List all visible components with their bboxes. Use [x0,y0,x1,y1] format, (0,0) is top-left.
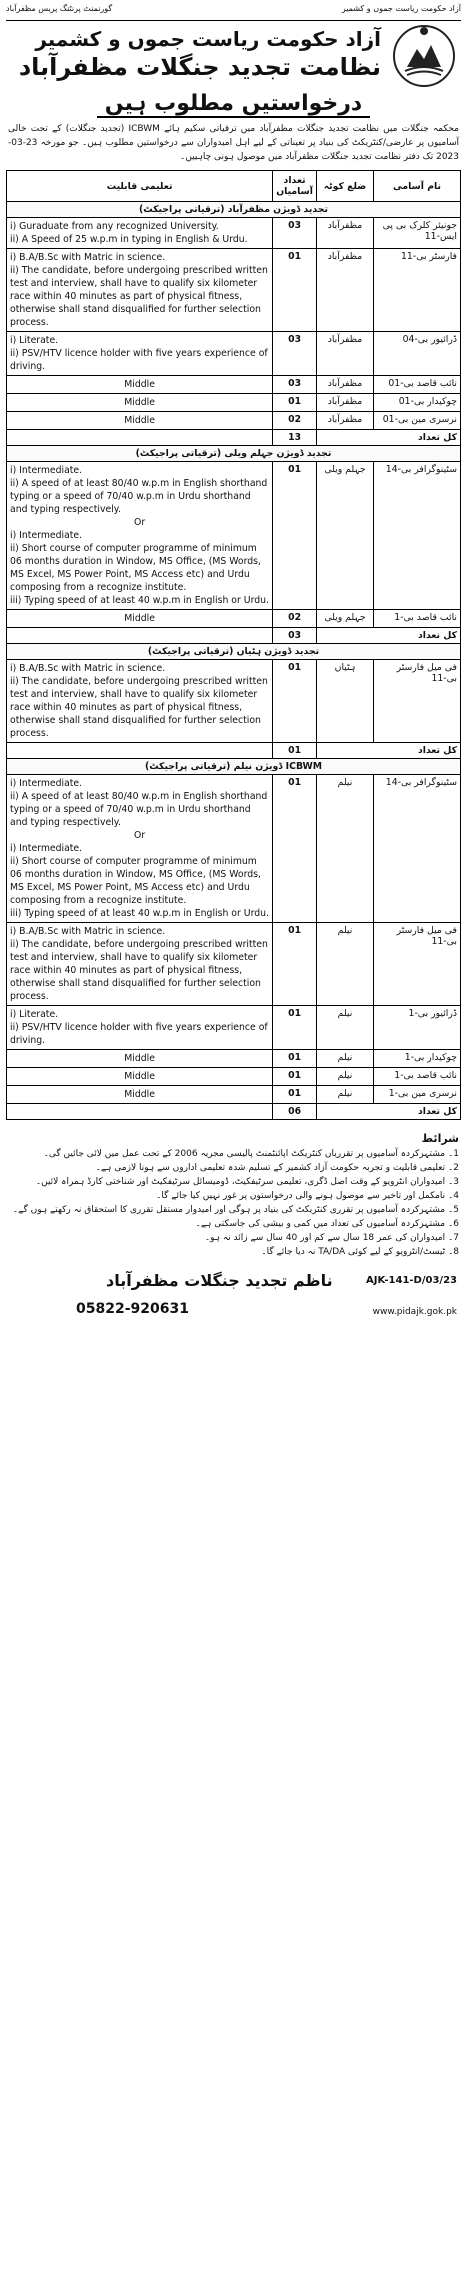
district-quota: جہلم ویلی [317,462,374,610]
district-quota: مظفرآباد [317,218,374,249]
table-row [7,610,461,628]
section-row [7,759,461,775]
post-name: نائب قاصد بی-01 [374,376,461,394]
qualification-line: i) Intermediate. [10,778,83,789]
qualification-text: Middle [124,1053,155,1064]
qualification-line: i) Intermediate. [10,465,83,476]
table-header-row [7,171,461,202]
qualification-line: ii) The candidate, before undergoing prescribed written test and interview, shall have to qualify six kilometer race within 40 minutes as part of physical fitness, otherwise shall stand disqualified for further selection process. [10,939,268,1002]
qualification-text: Middle [124,379,155,390]
total-row [7,430,461,446]
total-spacer [7,430,273,446]
posts-count: 01 [273,1006,317,1050]
qualification-line: i) Intermediate. [10,843,83,854]
phone-number: 05822-920631 [76,1301,189,1317]
qualification-cell [7,376,273,394]
table-row [7,394,461,412]
post-name: فی میل فارسٹر بی-11 [374,923,461,1006]
posts-count: 03 [273,332,317,376]
qualification-line: ii) A speed of at least 80/40 w.p.m in English shorthand typing or a speed of 70/40 w.p.m in Urdu shorthand and typing respectively. [10,791,268,828]
total-count: 06 [273,1104,317,1120]
district-quota: نیلم [317,775,374,923]
qualification-line: ii) A Speed of 25 w.p.m in typing in English & Urdu. [10,234,248,245]
qualification-cell [7,1050,273,1068]
website: www.pidajk.gok.pk [372,1307,457,1317]
col-post-name: نام آسامی [374,171,461,202]
district-quota: مظفرآباد [317,376,374,394]
qualification-cell [7,775,273,923]
table-row [7,775,461,923]
conditions-title: شرائط [421,1132,459,1145]
condition-item: 3۔ امیدواران انٹرویو کے وقت اصل ڈگری، تعلیمی سرٹیفکیٹ، ڈومیسائل سرٹیفکیٹ اور شناختی کارڈ ہمراہ لائیں۔ [35,1177,459,1187]
section-title: ICBWM ڈویژن نیلم (ترقیاتی پراجیکٹ) [7,759,461,775]
post-name: چوکیدار بی-1 [374,1050,461,1068]
table-row [7,412,461,430]
qualification-line: ii) PSV/HTV licence holder with five years experience of driving. [10,1022,268,1046]
post-name: نائب قاصد بی-1 [374,1068,461,1086]
qualification-line: i) B.A/B.Sc with Matric in science. [10,926,166,937]
table-row [7,1086,461,1104]
qualification-line: ii) A speed of at least 80/40 w.p.m in English shorthand typing or a speed of 70/40 w.p.m in Urdu shorthand and typing respectively. [10,478,268,515]
total-spacer [7,628,273,644]
post-name: ڈرائیور بی-04 [374,332,461,376]
condition-item: 1۔ مشتہرکردہ آسامیوں پر تقرریاں کنٹریکٹ اپائنٹمنٹ پالیسی مجریہ 2006 کے تحت عمل میں لائی جائیں گی۔ [43,1149,459,1159]
qualification-text: Middle [124,1071,155,1082]
vacancy-banner [6,91,461,118]
post-name: جونیئر کلرک بی پی ایس-11 [374,218,461,249]
total-count: 03 [273,628,317,644]
post-name: نرسری مین بی-1 [374,1086,461,1104]
vacancy-banner-text: درخواستیں مطلوب ہیں [97,91,370,118]
qualification-text: Middle [124,397,155,408]
top-strip [6,0,461,21]
qualification-cell [7,412,273,430]
table-row [7,249,461,332]
district-quota: مظفرآباد [317,394,374,412]
post-name: فی میل فارسٹر بی-11 [374,660,461,743]
posts-count: 01 [273,1068,317,1086]
footer [6,1267,461,1337]
table-row [7,332,461,376]
posts-count: 01 [273,1086,317,1104]
conditions [6,1130,461,1259]
qualification-line: i) Intermediate. [10,530,83,541]
post-name: نرسری مین بی-01 [374,412,461,430]
district-quota: ہٹیاں [317,660,374,743]
qualification-line: ii) Short course of computer programme of minimum 06 months duration in Window, MS Office, (MS Words, MS Excel, MS Power Point, MS Access etc) and Urdu composing from a recognize institute. [10,856,261,906]
table-row [7,376,461,394]
posts-count: 01 [273,775,317,923]
section-row [7,644,461,660]
qualification-line: i) Guraduate from any recognized University. [10,221,219,232]
district-quota: نیلم [317,1068,374,1086]
post-name: سٹینوگرافر بی-14 [374,775,461,923]
total-count: 13 [273,430,317,446]
posts-count: 02 [273,610,317,628]
total-spacer [7,1104,273,1120]
qualification-or: Or [134,517,146,528]
district-quota: نیلم [317,1086,374,1104]
qualification-text: Middle [124,613,155,624]
qualification-or: Or [134,830,146,841]
posts-count: 01 [273,923,317,1006]
col-district-quota: ضلع کوٹہ [317,171,374,202]
total-row [7,1104,461,1120]
section-title: تجدید ڈویژن ہٹیاں (ترقیاتی پراجیکٹ) [7,644,461,660]
condition-item: 6۔ مشتہرکردہ آسامیوں کی تعداد میں کمی و بیشی کی جاسکتی ہے۔ [195,1219,459,1229]
intro-paragraph: محکمہ جنگلات میں نظامت تجدید جنگلات مظفرآباد میں ترقیاتی سکیم ہائے ICBWM (تجدید جنگلات) کے تحت خالی آسامیوں پر عارضی/کنٹریکٹ کی بنیاد پر تعیناتی کے لیے اہل امیدواران سے درخواستیں مطلوب ہیں۔ جو مورخہ 23-03-2023 تک دفتر نظامت تجدید جنگلات مظفرآباد میں موصول ہونی چاہییں۔ [8,124,459,162]
total-label: کل تعداد [317,430,461,446]
condition-item: 4۔ نامکمل اور تاخیر سے موصول ہونے والی درخواستوں پر غور نہیں کیا جائے گا۔ [156,1191,459,1201]
condition-item: 7۔ امیدواران کی عمر 18 سال سے کم اور 40 سال سے زائد نہ ہو۔ [204,1233,459,1243]
qualification-line: ii) PSV/HTV licence holder with five years experience of driving. [10,348,268,372]
qualification-cell [7,394,273,412]
col-posts-count: تعداد آسامیاں [273,171,317,202]
total-label: کل تعداد [317,628,461,644]
header-title-department: نظامت تجدید جنگلات مظفرآباد [18,53,381,81]
col-qualification: تعلیمی قابلیت [7,171,273,202]
qualification-cell [7,923,273,1006]
district-quota: مظفرآباد [317,412,374,430]
qualification-line: i) Literate. [10,335,59,346]
header [6,21,461,89]
qualification-cell [7,1006,273,1050]
posts-count: 03 [273,376,317,394]
table-row [7,1068,461,1086]
post-name: نائب قاصد بی-1 [374,610,461,628]
table-row [7,462,461,610]
condition-item: 8۔ ٹیسٹ/انٹرویو کے لیے کوئی TA/DA نہ دیا جائے گا۔ [261,1247,459,1257]
qualification-cell [7,1086,273,1104]
posts-count: 01 [273,394,317,412]
total-label: کل تعداد [317,1104,461,1120]
advertisement-page [6,0,461,1337]
post-name: چوکیدار بی-01 [374,394,461,412]
total-count: 01 [273,743,317,759]
table-row [7,218,461,249]
ad-code: AJK-141-D/03/23 [366,1275,457,1286]
condition-item: 5۔ مشتہرکردہ آسامیوں پر تقرری کنٹریکٹ کی بنیاد پر ہوگی اور امیدوار مستقل تقرری کا استحقاق نہ رکھتے ہوں گے۔ [12,1205,459,1215]
district-quota: نیلم [317,1050,374,1068]
qualification-cell [7,218,273,249]
total-row [7,628,461,644]
section-title: تجدید ڈویژن جہلم ویلی (ترقیاتی پراجیکٹ) [7,446,461,462]
qualification-cell [7,249,273,332]
table-body [7,202,461,1120]
qualification-text: Middle [124,1089,155,1100]
condition-item: 2۔ تعلیمی قابلیت و تجربہ حکومت آزاد کشمیر کے تسلیم شدہ تعلیمی اداروں سے ہونا لازمی ہے۔ [95,1163,459,1173]
posts-count: 01 [273,660,317,743]
district-quota: جہلم ویلی [317,610,374,628]
conditions-list [6,1147,461,1259]
section-title: تجدید ڈویژن مظفرآباد (ترقیاتی پراجیکٹ) [7,202,461,218]
government-emblem-icon [393,25,455,87]
district-quota: نیلم [317,1006,374,1050]
posts-count: 01 [273,1050,317,1068]
qualification-line: i) B.A/B.Sc with Matric in science. [10,252,166,263]
district-quota: نیلم [317,923,374,1006]
posts-count: 02 [273,412,317,430]
post-name: سٹینوگرافر بی-14 [374,462,461,610]
district-quota: مظفرآباد [317,249,374,332]
qualification-line: ii) Short course of computer programme of minimum 06 months duration in Window, MS Office, (MS Words, MS Excel, MS Power Point, MS Access etc) and Urdu composing from a recognize institute. [10,543,261,593]
top-strip-right: آزاد حکومت ریاست جموں و کشمیر [341,4,461,13]
post-name: ڈرائیور بی-1 [374,1006,461,1050]
qualification-line: iii) Typing speed of at least 40 w.p.m in English or Urdu. [10,908,269,919]
qualification-line: i) B.A/B.Sc with Matric in science. [10,663,166,674]
posts-count: 03 [273,218,317,249]
total-row [7,743,461,759]
table-row [7,923,461,1006]
table-row [7,660,461,743]
post-name: فارسٹر بی-11 [374,249,461,332]
qualification-cell [7,332,273,376]
qualification-cell [7,1068,273,1086]
qualification-cell [7,660,273,743]
qualification-line: ii) The candidate, before undergoing prescribed written test and interview, shall have to qualify six kilometer race within 40 minutes as part of physical fitness, otherwise shall stand disqualified for further selection process. [10,265,268,328]
posts-count: 01 [273,462,317,610]
section-row [7,446,461,462]
posts-count: 01 [273,249,317,332]
header-title-govt: آزاد حکومت ریاست جموں و کشمیر [35,27,381,51]
qualification-line: iii) Typing speed of at least 40 w.p.m in English or Urdu. [10,595,269,606]
qualification-line: ii) The candidate, before undergoing prescribed written test and interview, shall have to qualify six kilometer race within 40 minutes as part of physical fitness, otherwise shall stand disqualified for further selection process. [10,676,268,739]
total-spacer [7,743,273,759]
qualification-line: i) Literate. [10,1009,59,1020]
vacancy-table [6,170,461,1120]
qualification-cell [7,462,273,610]
district-quota: مظفرآباد [317,332,374,376]
table-row [7,1006,461,1050]
table-row [7,1050,461,1068]
signatory: ناظم تجدید جنگلات مظفرآباد [106,1271,333,1290]
section-row [7,202,461,218]
qualification-text: Middle [124,415,155,426]
qualification-cell [7,610,273,628]
top-strip-left: گورنمنٹ پرنٹنگ پریس مظفرآباد [6,4,113,13]
total-label: کل تعداد [317,743,461,759]
